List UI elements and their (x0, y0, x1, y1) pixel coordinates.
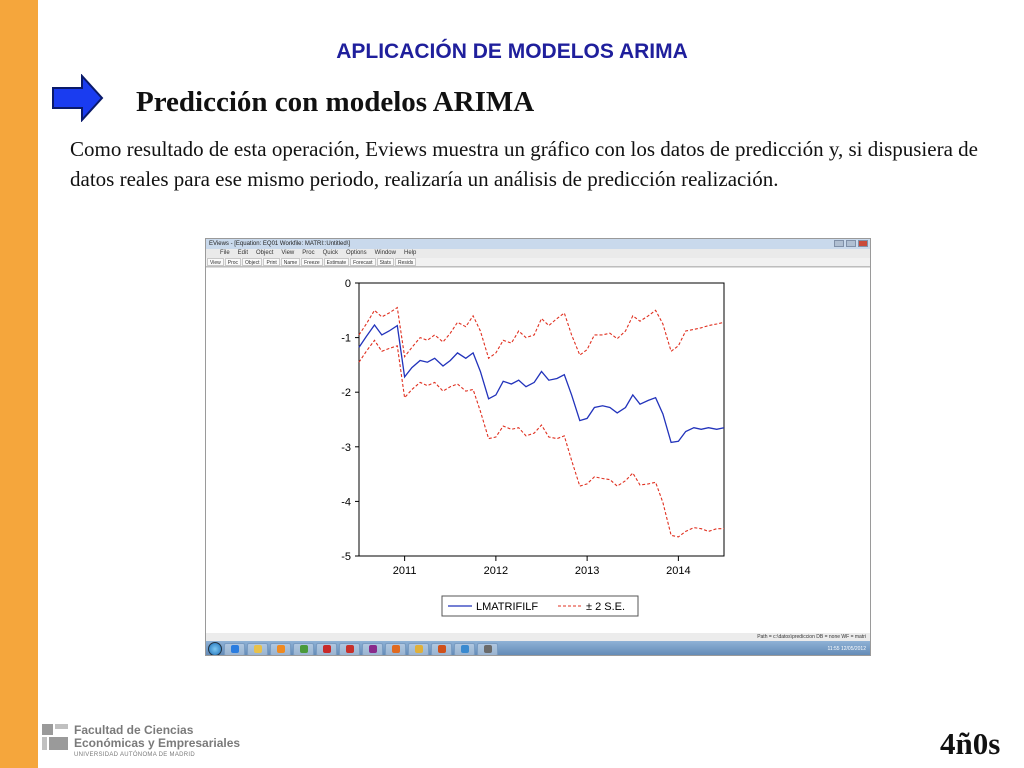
taskbar-explorer-icon[interactable] (247, 643, 268, 656)
taskbar-app-icon[interactable] (362, 643, 383, 656)
faculty-logo-icon (42, 724, 68, 750)
x-axis (393, 556, 691, 577)
footer-faculty-line2: Económicas y Empresariales (74, 736, 241, 750)
taskbar-paint-icon[interactable] (454, 643, 475, 656)
toolbar-resids-button[interactable]: Resids (395, 258, 416, 266)
menu-object[interactable]: Object (256, 250, 274, 256)
y-tick-label: -4 (341, 496, 351, 509)
toolbar-estimate-button[interactable]: Estimate (324, 258, 349, 266)
footer-university: UNIVERSIDAD AUTÓNOMA DE MADRID (74, 752, 196, 758)
menu-options[interactable]: Options (345, 250, 367, 256)
y-tick-label: 0 (344, 278, 351, 290)
menu-proc[interactable]: Proc (302, 250, 315, 256)
eviews-window-title: EViews - [Equation: EQ01 Workfile: MATRI::Untitled\] (209, 241, 351, 247)
x-tick-label: 2011 (392, 565, 417, 577)
taskbar-eviews-icon[interactable] (293, 643, 314, 656)
taskbar-pdf-icon[interactable] (316, 643, 337, 656)
eviews-statusbar: Path = c:\datos\prediccion DB = none WF = matri (206, 633, 871, 641)
windows-taskbar (206, 641, 871, 656)
y-tick-label: -5 (341, 551, 351, 563)
eviews-object-toolbar (206, 258, 870, 267)
menu-view[interactable]: View (281, 250, 295, 256)
toolbar-print-button[interactable]: Print (263, 258, 279, 266)
side-accent-bar (0, 0, 38, 768)
taskbar-powerpoint-icon[interactable] (431, 643, 452, 656)
menu-quick[interactable]: Quick (322, 250, 338, 256)
y-tick-label: -2 (341, 387, 351, 400)
taskbar-firefox-icon[interactable] (385, 643, 406, 656)
eviews-graph-area (206, 268, 871, 633)
toolbar-forecast-button[interactable]: Forecast (350, 258, 375, 266)
close-button[interactable] (858, 240, 868, 247)
menu-file[interactable]: File (220, 250, 230, 256)
toolbar-object-button[interactable]: Object (242, 258, 262, 266)
menu-window[interactable]: Window (374, 250, 396, 256)
page-number: 4ñ0s (940, 726, 1001, 761)
eviews-titlebar (206, 239, 870, 249)
menu-help[interactable]: Help (403, 250, 417, 256)
toolbar-freeze-button[interactable]: Freeze (301, 258, 323, 266)
legend-label-lmatrifilf: LMATRIFILF (476, 601, 539, 613)
toolbar-name-button[interactable]: Name (281, 258, 300, 266)
chart-legend (442, 596, 638, 616)
toolbar-stats-button[interactable]: Stats (377, 258, 394, 266)
x-tick-label: 2013 (574, 565, 600, 577)
plot-frame (359, 283, 724, 556)
footer-faculty-line1: Facultad de Ciencias (74, 723, 194, 737)
taskbar-pdf2-icon[interactable] (339, 643, 360, 656)
slide-body-text: Como resultado de esta operación, Eviews muestra un gráfico con los datos de predicción y, si dispusiera de datos reales para ese mismo periodo, realizaría un análisis de predicción realización. (70, 137, 978, 191)
taskbar-clock: 11:55 12/05/2012 (827, 646, 866, 652)
slide-header-title: APLICACIÓN DE MODELOS ARIMA (336, 40, 688, 63)
x-tick-label: 2012 (483, 565, 509, 577)
y-tick-label: -1 (341, 332, 351, 345)
forecast-chart (206, 268, 871, 633)
taskbar-mediaplayer-icon[interactable] (270, 643, 291, 656)
minimize-button[interactable] (834, 240, 844, 247)
window-controls (834, 240, 868, 247)
x-tick-label: 2014 (666, 565, 691, 577)
y-tick-label: -3 (341, 441, 351, 454)
slide-heading: Predicción con modelos ARIMA (136, 86, 535, 118)
start-button[interactable] (208, 642, 222, 656)
legend-label-se-band: ± 2 S.E. (586, 601, 626, 613)
taskbar-folder-icon[interactable] (408, 643, 429, 656)
eviews-window (205, 238, 871, 656)
faculty-logo (42, 724, 240, 760)
y-axis (341, 278, 359, 563)
taskbar-ie-icon[interactable] (224, 643, 245, 656)
taskbar-tool-icon[interactable] (477, 643, 498, 656)
menu-edit[interactable]: Edit (237, 250, 249, 256)
right-arrow-icon (52, 74, 104, 122)
toolbar-view-button[interactable]: View (207, 258, 224, 266)
toolbar-proc-button[interactable]: Proc (225, 258, 241, 266)
maximize-button[interactable] (846, 240, 856, 247)
eviews-menubar (206, 249, 870, 258)
